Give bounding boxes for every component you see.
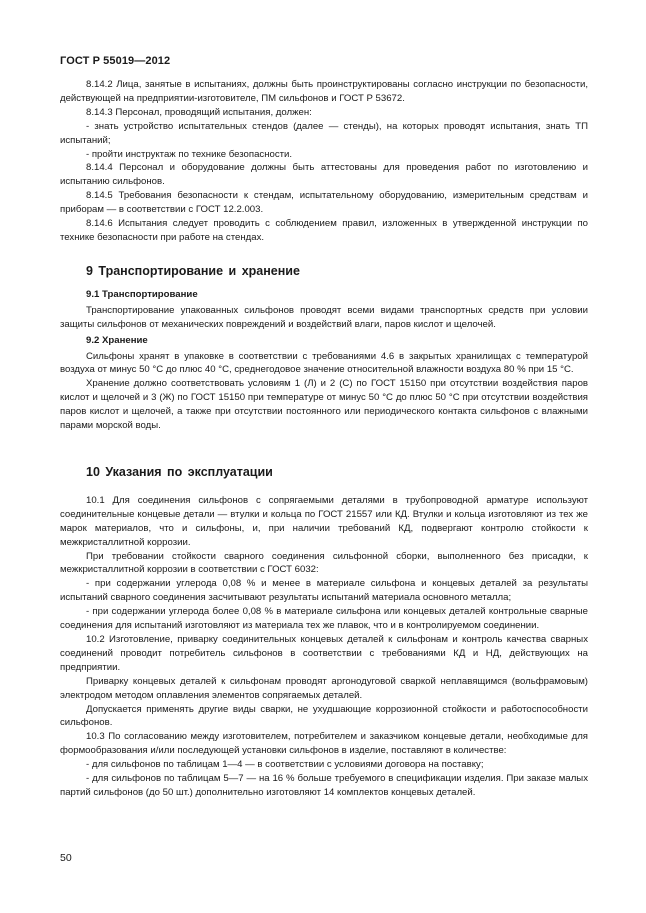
paragraph-10-2: 10.2 Изготовление, приварку соединительных концевых деталей к сильфонам и контроль качества сварных соединений проводит потребитель сильфонов в соответствии с требованиями КД и НД, действующих на предприятии. (60, 634, 588, 673)
list-item: - при содержании углерода более 0,08 % в материале сильфона или концевых деталей контрольные сварные соединения для испытаний изготовляют из материала тех же плавок, что и в контролируемом соединении. (60, 606, 588, 632)
paragraph: При требовании стойкости сварного соединения сильфонной сборки, выполненного без присадки, к межкристаллитной коррозии в соответствии с ГОСТ 6032: (60, 550, 588, 576)
list-item: - пройти инструктаж по технике безопасности. (86, 148, 293, 160)
paragraph: Приварку концевых деталей к сильфонам проводят аргонодуговой сваркой неплавящимся (вольфрамовым) электродом методом оплавления элементов сопрягаемых деталей. (60, 675, 588, 701)
list-item: - знать устройство испытательных стендов (далее — стенды), на которых проводят испытания, знать ТП испытаний; (60, 120, 588, 146)
paragraph-9-2-a: Сильфоны хранят в упаковке в соответствии с требованиями 4.6 в закрытых хранилищах с температурой воздуха от минус 50 °С до плюс 40 °С, среднегодовое значение относительной влажности воздуха 80 % при 15 °С. (60, 350, 588, 376)
document-header: ГОСТ Р 55019—2012 (60, 55, 171, 67)
paragraph-10-1: 10.1 Для соединения сильфонов с сопрягаемыми деталями в трубопроводной арматуре используют соединительные концевые детали — втулки и кольца по ГОСТ 21557 или КД. Втулки и кольца изготовляют из тех же марок материалов, что и сильфоны, и, при наличии требований КД, подвергают контролю стойкости к межкристаллитной коррозии. (60, 494, 588, 548)
subsection-9-2-title: 9.2 Хранение (86, 334, 148, 346)
paragraph-9-2-b: Хранение должно соответствовать условиям 1 (Л) и 2 (С) по ГОСТ 15150 при отсутствии воздействия паров кислот и щелочей и 3 (Ж) по ГОСТ 15150 при температуре от минус 50 °С до плюс 50 °С при отсутствии воздействия паров кислот и щелочей, а также при отсутствии постоянного или периодического контакта сильфонов с влажными парами морской воды. (60, 378, 588, 432)
paragraph: Допускается применять другие виды сварки, не ухудшающие коррозионной стойкости и работоспособности сильфонов. (60, 703, 588, 729)
list-item: - для сильфонов по таблицам 1—4 — в соответствии с условиями договора на поставку; (86, 759, 484, 771)
paragraph-8-14-3: 8.14.3 Персонал, проводящий испытания, должен: (86, 106, 312, 118)
paragraph-10-3: 10.3 По согласованию между изготовителем, потребителем и заказчиком концевые детали, необходимые для формообразования и/или последующей установки сильфонов в изделие, поставляют в количестве: (60, 731, 588, 757)
paragraph-8-14-5: 8.14.5 Требования безопасности к стендам, испытательному оборудованию, измерительным средствам и приборам — в соответствии с ГОСТ 12.2.003. (60, 190, 588, 216)
page-number: 50 (60, 852, 72, 864)
section-9-title: 9 Транспортирование и хранение (86, 263, 300, 278)
document-body (60, 78, 588, 800)
list-item: - при содержании углерода 0,08 % и менее в материале сильфона и концевых деталей за результаты испытаний сварного соединения засчитывают результаты испытаний материала основного металла; (60, 578, 588, 604)
paragraph-8-14-4: 8.14.4 Персонал и оборудование должны быть аттестованы для проведения работ по изготовлению и испытанию сильфонов. (60, 162, 588, 188)
paragraph-8-14-6: 8.14.6 Испытания следует проводить с соблюдением правил, изложенных в утвержденной инструкции по технике безопасности при работе на стендах. (60, 218, 588, 243)
paragraph-8-14-2: 8.14.2 Лица, занятые в испытаниях, должны быть проинструктированы согласно инструкции по безопасности, действующей на предприятии-изготовителе, ПМ сильфонов и ГОСТ Р 53672. (60, 79, 588, 104)
subsection-9-1-title: 9.1 Транспортирование (86, 288, 198, 300)
paragraph-9-1: Транспортирование упакованных сильфонов проводят всеми видами транспортных средств при условии защиты сильфонов от механических повреждений и воздействий влаги, паров кислот и щелочей. (60, 304, 588, 330)
list-item: - для сильфонов по таблицам 5—7 — на 16 % больше требуемого в спецификации изделия. При заказе малых партий сильфонов (до 50 шт.) дополнительно изготовляют 14 комплектов концевых деталей. (60, 773, 588, 798)
section-10-title: 10 Указания по эксплуатации (86, 464, 273, 479)
